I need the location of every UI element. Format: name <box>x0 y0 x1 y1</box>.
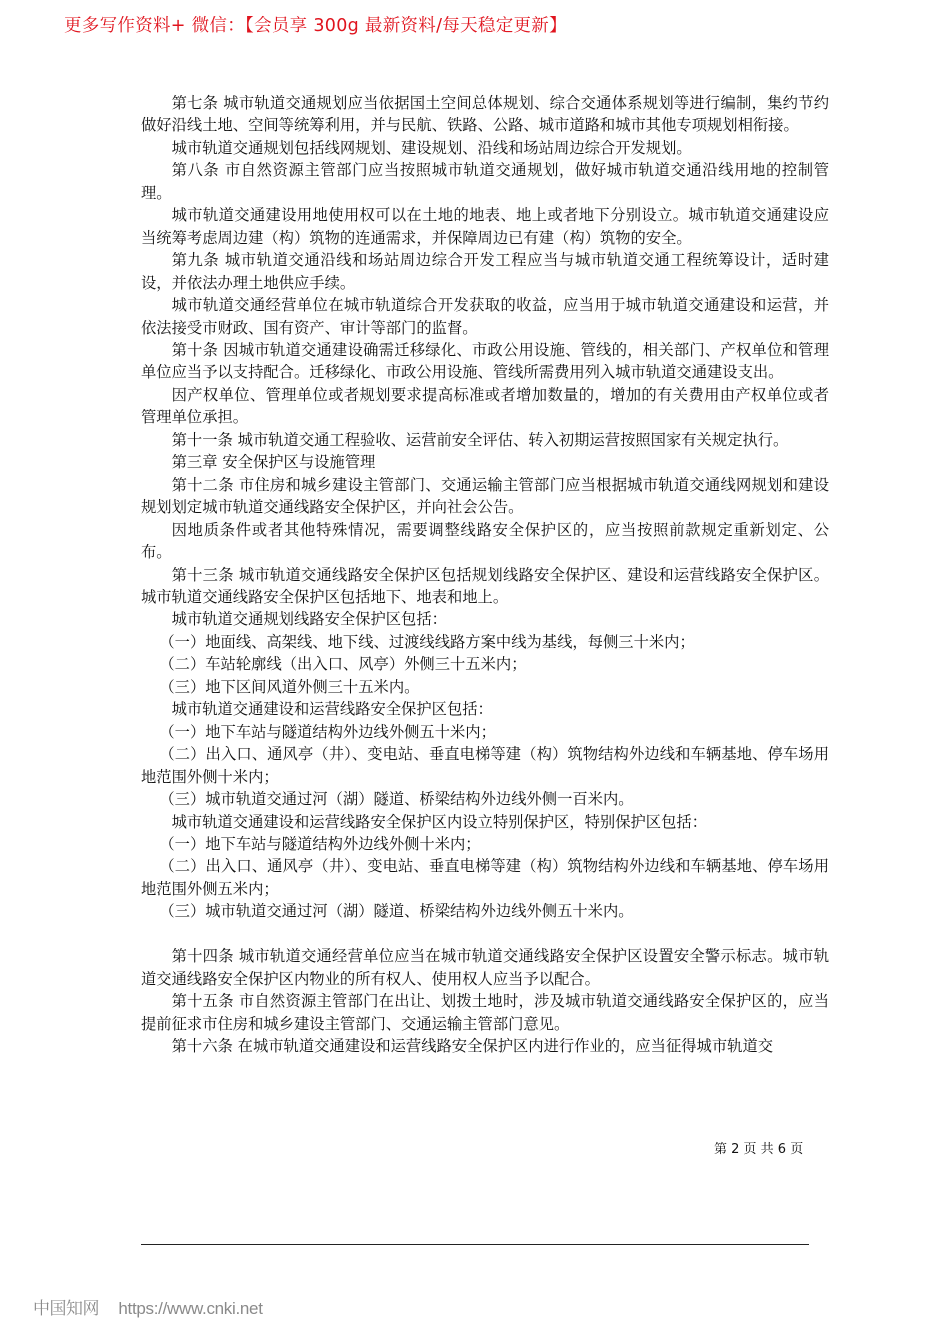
list-item: （一）地下车站与隧道结构外边线外侧十米内； <box>159 834 481 853</box>
paragraph: 第十六条 在城市轨道交通建设和运营线路安全保护区内进行作业的，应当征得城市轨道交 <box>171 1037 774 1056</box>
chapter-heading: 第三章 安全保护区与设施管理 <box>171 453 376 472</box>
paragraph: 第十四条 城市轨道交通经营单位应当在城市轨道交通线路安全保护区设置安全警示标志。城市轨道交通线路安全保护区内物业的所有权人、使用权人应当予以配合。 <box>141 947 829 988</box>
promo-banner: 更多写作资料+ 微信：【会员享 300g 最新资料/每天稳定更新】 <box>64 16 567 36</box>
paragraph: 城市轨道交通建设用地使用权可以在土地的地表、地上或者地下分别设立。城市轨道交通建设应当统筹考虑周边建（构）筑物的连通需求，并保障周边已有建（构）筑物的安全。 <box>141 206 829 247</box>
paragraph: 第十条 因城市轨道交通建设确需迁移绿化、市政公用设施、管线的，相关部门、产权单位和管理单位应当予以支持配合。迁移绿化、市政公用设施、管线所需费用列入城市轨道交通建设支出。 <box>141 340 829 382</box>
paragraph: 第八条 市自然资源主管部门应当按照城市轨道交通规划，做好城市轨道交通沿线用地的控制管理。 <box>141 161 829 202</box>
paragraph: 第十二条 市住房和城乡建设主管部门、交通运输主管部门应当根据城市轨道交通线网规划和建设规划划定城市轨道交通线路安全保护区，并向社会公告。 <box>141 475 829 517</box>
document-body <box>141 92 829 1057</box>
paragraph: 城市轨道交通经营单位在城市轨道综合开发获取的收益，应当用于城市轨道交通建设和运营，并依法接受市财政、国有资产、审计等部门的监督。 <box>141 296 829 337</box>
paragraph: 第十三条 城市轨道交通线路安全保护区包括规划线路安全保护区、建设和运营线路安全保护区。城市轨道交通线路安全保护区包括地下、地表和地上。 <box>141 565 829 606</box>
list-item: （二）出入口、通风亭（井）、变电站、垂直电梯等建（构）筑物结构外边线和车辆基地、停车场用地范围外侧十米内； <box>141 745 829 786</box>
paragraph: 城市轨道交通规划包括线网规划、建设规划、沿线和场站周边综合开发规划。 <box>171 138 692 157</box>
list-item: （一）地下车站与隧道结构外边线外侧五十米内； <box>159 722 496 741</box>
paragraph: 第七条 城市轨道交通规划应当依据国土空间总体规划、综合交通体系规划等进行编制，集约节约做好沿线土地、空间等统筹利用，并与民航、铁路、公路、城市道路和城市其他专项规划相衔接。 <box>141 94 829 135</box>
list-item: （二）车站轮廓线（出入口、风亭）外侧三十五米内； <box>159 655 527 674</box>
list-item: （三）城市轨道交通过河（湖）隧道、桥梁结构外边线外侧五十米内。 <box>159 902 634 921</box>
paragraph: 因产权单位、管理单位或者规划要求提高标准或者增加数量的，增加的有关费用由产权单位或者管理单位承担。 <box>141 385 829 427</box>
cnki-url: https://www.cnki.net <box>118 1299 263 1318</box>
paragraph: 因地质条件或者其他特殊情况，需要调整线路安全保护区的，应当按照前款规定重新划定、公布。 <box>141 520 829 562</box>
paragraph: 城市轨道交通建设和运营线路安全保护区包括： <box>171 700 493 719</box>
list-item: （三）城市轨道交通过河（湖）隧道、桥梁结构外边线外侧一百米内。 <box>159 790 634 809</box>
footer-divider <box>141 1244 809 1245</box>
page-number: 第 2 页 共 6 页 <box>714 1142 804 1157</box>
footer-watermark <box>33 1294 263 1319</box>
cnki-logo: 中国知网 <box>33 1299 99 1319</box>
paragraph: 第九条 城市轨道交通沿线和场站周边综合开发工程应当与城市轨道交通工程统筹设计，适时建设，并依法办理土地供应手续。 <box>141 251 829 292</box>
list-item: （二）出入口、通风亭（井）、变电站、垂直电梯等建（构）筑物结构外边线和车辆基地、停车场用地范围外侧五米内； <box>141 857 829 898</box>
paragraph: 第十五条 市自然资源主管部门在出让、划拨土地时，涉及城市轨道交通线路安全保护区的，应当提前征求市住房和城乡建设主管部门、交通运输主管部门意见。 <box>141 992 829 1033</box>
list-item: （一）地面线、高架线、地下线、过渡线线路方案中线为基线，每侧三十米内； <box>159 632 695 651</box>
paragraph: 城市轨道交通建设和运营线路安全保护区内设立特别保护区，特别保护区包括： <box>171 812 707 831</box>
list-item: （三）地下区间风道外侧三十五米内。 <box>159 677 420 696</box>
paragraph: 城市轨道交通规划线路安全保护区包括： <box>171 610 447 629</box>
paragraph: 第十一条 城市轨道交通工程验收、运营前安全评估、转入初期运营按照国家有关规定执行。 <box>171 430 789 449</box>
blank-line <box>141 923 829 945</box>
